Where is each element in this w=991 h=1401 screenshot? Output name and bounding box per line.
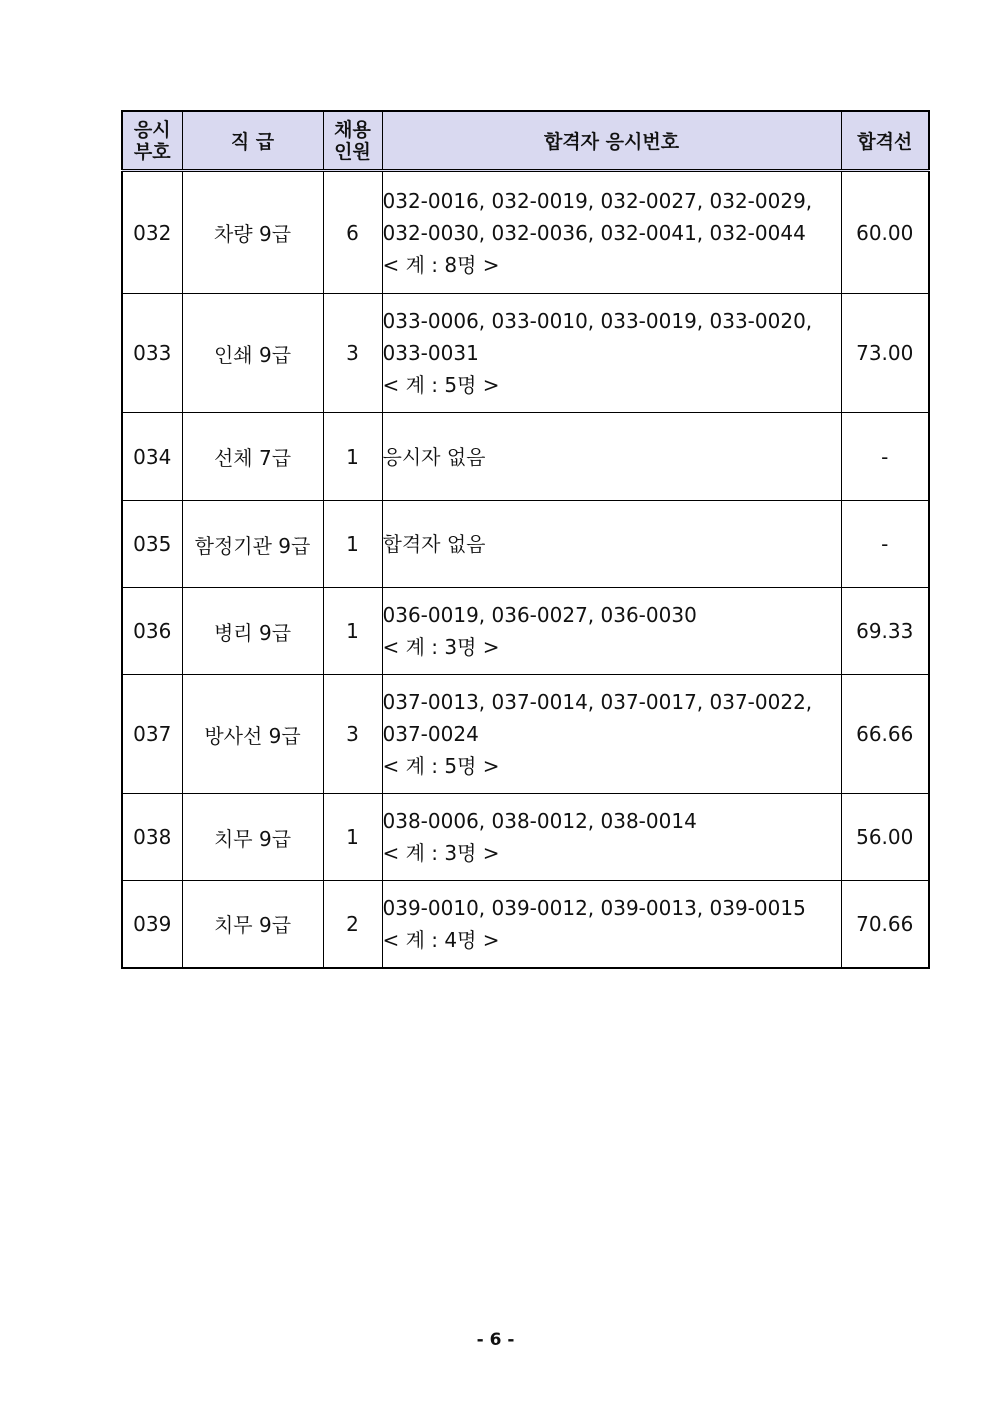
passer-line: < 계 : 8명 >: [382, 252, 500, 277]
cell-hires: 1: [323, 501, 382, 588]
cell-code: 039: [122, 881, 182, 968]
table-row: [122, 171, 929, 294]
cell-code: 037: [122, 675, 182, 794]
cell-position: 선체 7급: [182, 413, 323, 501]
cell-position: 치무 9급: [182, 794, 323, 881]
cell-passers: [382, 501, 841, 588]
cell-passers: [382, 588, 841, 675]
cell-passers: [382, 294, 841, 413]
passer-line: 032-0030, 032-0036, 032-0041, 032-0044: [382, 220, 806, 245]
header-cutoff: 합격선: [841, 111, 929, 171]
cell-position: 병리 9급: [182, 588, 323, 675]
cell-code: 035: [122, 501, 182, 588]
passer-line: 합격자 없음: [382, 532, 486, 556]
header-hires-line2: 인원: [334, 140, 371, 163]
cell-cutoff: 60.00: [841, 171, 929, 294]
cell-cutoff: 56.00: [841, 794, 929, 881]
cell-position: 인쇄 9급: [182, 294, 323, 413]
cell-cutoff: 73.00: [841, 294, 929, 413]
cell-passers: [382, 794, 841, 881]
table-row: [122, 794, 929, 881]
cell-position: 방사선 9급: [182, 675, 323, 794]
header-code-line2: 부호: [133, 140, 171, 163]
cell-passers: [382, 675, 841, 794]
cell-hires: 3: [323, 675, 382, 794]
passer-line: < 계 : 3명 >: [382, 841, 500, 865]
passer-line: 032-0016, 032-0019, 032-0027, 032-0029,: [382, 188, 813, 213]
cell-cutoff: 66.66: [841, 675, 929, 794]
header-code: [122, 111, 182, 171]
cell-code: 033: [122, 294, 182, 413]
passer-line: < 계 : 3명 >: [382, 635, 500, 659]
table-row: [122, 294, 929, 413]
cell-passers: [382, 171, 841, 294]
passer-line: 036-0019, 036-0027, 036-0030: [382, 603, 697, 627]
passer-line: 응시자 없음: [382, 444, 486, 469]
cell-position: 치무 9급: [182, 881, 323, 968]
passer-line: 038-0006, 038-0012, 038-0014: [382, 809, 697, 833]
page-number: - 6 -: [476, 1330, 515, 1350]
passer-line: 039-0010, 039-0012, 039-0013, 039-0015: [382, 895, 806, 920]
table-row: [122, 881, 929, 968]
passer-line: 037-0013, 037-0014, 037-0017, 037-0022,: [382, 690, 813, 714]
cell-hires: 3: [323, 294, 382, 413]
cell-hires: 1: [323, 413, 382, 501]
passer-line: < 계 : 5명 >: [382, 373, 500, 397]
cell-passers: [382, 881, 841, 968]
header-hires-line1: 채용: [334, 118, 371, 141]
table-row: [122, 413, 929, 501]
cell-hires: 1: [323, 588, 382, 675]
cell-cutoff: -: [841, 413, 929, 501]
passer-line: 033-0006, 033-0010, 033-0019, 033-0020,: [382, 309, 813, 333]
table-header-row: [122, 111, 929, 171]
header-position: 직 급: [182, 111, 323, 171]
cell-code: 036: [122, 588, 182, 675]
passer-line: 037-0024: [382, 722, 479, 746]
table-row: [122, 675, 929, 794]
cell-code: 038: [122, 794, 182, 881]
passer-line: < 계 : 5명 >: [382, 754, 500, 778]
header-passers: 합격자 응시번호: [382, 111, 841, 171]
passer-line: 033-0031: [382, 341, 479, 365]
cell-hires: 1: [323, 794, 382, 881]
results-table: [121, 110, 930, 969]
cell-passers: [382, 413, 841, 501]
table-row: [122, 588, 929, 675]
header-code-line1: 응시: [133, 118, 171, 141]
cell-position: 차량 9급: [182, 171, 323, 294]
cell-code: 034: [122, 413, 182, 501]
cell-position: 함정기관 9급: [182, 501, 323, 588]
cell-code: 032: [122, 171, 182, 294]
table-row: [122, 501, 929, 588]
cell-cutoff: 69.33: [841, 588, 929, 675]
cell-hires: 2: [323, 881, 382, 968]
header-hires: [323, 111, 382, 171]
cell-cutoff: 70.66: [841, 881, 929, 968]
cell-cutoff: -: [841, 501, 929, 588]
passer-line: < 계 : 4명 >: [382, 927, 500, 952]
cell-hires: 6: [323, 171, 382, 294]
